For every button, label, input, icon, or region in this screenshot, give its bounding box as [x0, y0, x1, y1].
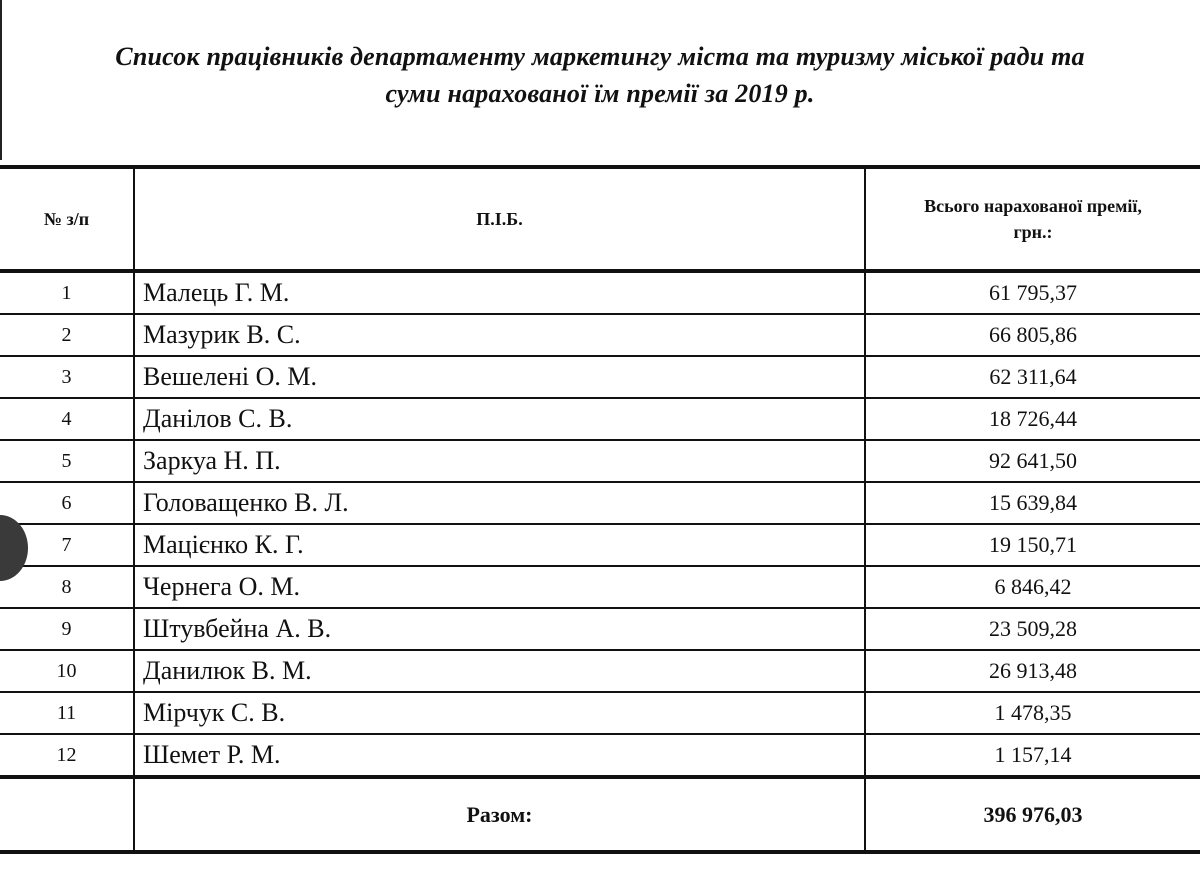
row-name: Головащенко В. Л. [134, 482, 865, 524]
table-row [0, 734, 1200, 777]
total-row [0, 777, 1200, 852]
row-number: 11 [0, 692, 134, 734]
table-row [0, 314, 1200, 356]
row-amount: 92 641,50 [865, 440, 1200, 482]
table-row [0, 650, 1200, 692]
row-amount: 19 150,71 [865, 524, 1200, 566]
row-name: Вешелені О. М. [134, 356, 865, 398]
row-number: 6 [0, 482, 134, 524]
table-row [0, 398, 1200, 440]
row-name: Заркуа Н. П. [134, 440, 865, 482]
table-row [0, 524, 1200, 566]
total-amount: 396 976,03 [865, 777, 1200, 852]
table-row [0, 566, 1200, 608]
title-line-1: Список працівників департаменту маркетингу міста та туризму міської ради та [115, 42, 1085, 71]
row-name: Штувбейна А. В. [134, 608, 865, 650]
row-number: 9 [0, 608, 134, 650]
row-number: 3 [0, 356, 134, 398]
row-amount: 66 805,86 [865, 314, 1200, 356]
row-number: 1 [0, 271, 134, 314]
row-number: 8 [0, 566, 134, 608]
header-number: № з/п [0, 167, 134, 271]
row-name: Шемет Р. М. [134, 734, 865, 777]
row-amount: 23 509,28 [865, 608, 1200, 650]
table-row [0, 440, 1200, 482]
total-label: Разом: [134, 777, 865, 852]
row-amount: 1 157,14 [865, 734, 1200, 777]
header-amount: Всього нарахованої премії, грн.: [865, 167, 1200, 271]
row-number: 10 [0, 650, 134, 692]
row-name: Чернега О. М. [134, 566, 865, 608]
bonus-table [0, 165, 1200, 854]
row-amount: 18 726,44 [865, 398, 1200, 440]
row-name: Мазурик В. С. [134, 314, 865, 356]
row-amount: 1 478,35 [865, 692, 1200, 734]
row-amount: 61 795,37 [865, 271, 1200, 314]
header-name: П.І.Б. [134, 167, 865, 271]
table-row [0, 482, 1200, 524]
row-number: 5 [0, 440, 134, 482]
row-name: Мацієнко К. Г. [134, 524, 865, 566]
table-row [0, 692, 1200, 734]
row-amount: 6 846,42 [865, 566, 1200, 608]
table-header-row [0, 167, 1200, 271]
row-number: 4 [0, 398, 134, 440]
table-row [0, 271, 1200, 314]
row-amount: 26 913,48 [865, 650, 1200, 692]
row-name: Данилюк В. М. [134, 650, 865, 692]
row-number: 7 [0, 524, 134, 566]
table-row [0, 356, 1200, 398]
row-number: 12 [0, 734, 134, 777]
total-empty-cell [0, 777, 134, 852]
row-name: Малець Г. М. [134, 271, 865, 314]
document-title [0, 38, 1200, 112]
row-name: Данілов С. В. [134, 398, 865, 440]
title-line-2: суми нарахованої їм премії за 2019 р. [385, 79, 815, 108]
table-row [0, 608, 1200, 650]
row-name: Мірчук С. В. [134, 692, 865, 734]
row-amount: 62 311,64 [865, 356, 1200, 398]
row-number: 2 [0, 314, 134, 356]
row-amount: 15 639,84 [865, 482, 1200, 524]
